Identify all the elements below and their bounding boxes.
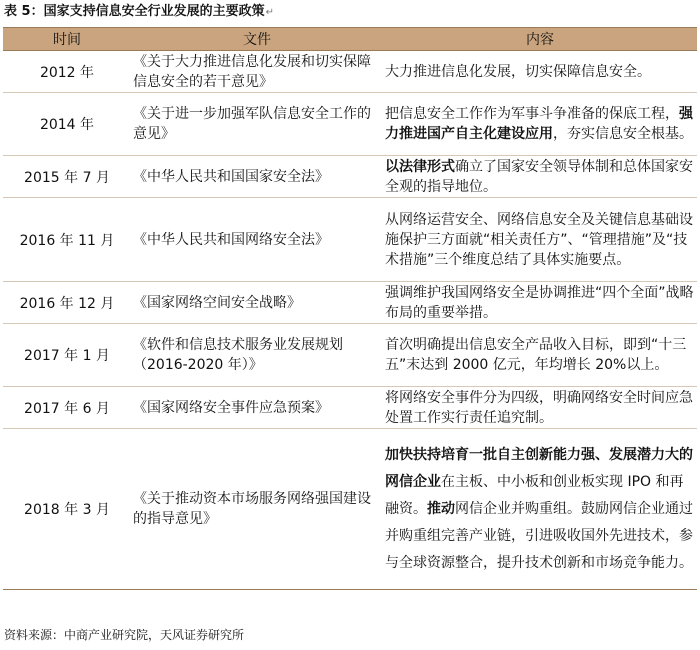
cell-content — [383, 51, 697, 93]
table-row — [3, 429, 697, 590]
cell-time: 2018 年 3 月 — [3, 429, 131, 590]
cell-document: 《中华人民共和国国家安全法》 — [131, 156, 383, 198]
content-emphasis: 加快扶持培育一批自主创新能力强、发展潜力大的网信企业 — [385, 446, 693, 490]
table-row — [3, 282, 697, 324]
cell-content — [383, 93, 697, 156]
content-text: ，夯实信息安全根基。 — [553, 126, 693, 142]
table-row — [3, 156, 697, 198]
cell-time: 2016 年 11 月 — [3, 198, 131, 282]
table-caption: 表 5：国家支持信息安全行业发展的主要政策↵ — [4, 4, 274, 19]
content-text: 把信息安全工作作为军事斗争准备的保底工程， — [385, 106, 679, 122]
header-content: 内容 — [383, 28, 697, 51]
cell-document: 《关于大力推进信息化发展和切实保障信息安全的若干意见》 — [131, 51, 383, 93]
header-time: 时间 — [3, 28, 131, 51]
content-emphasis: 以法律形式 — [385, 158, 455, 175]
cell-time: 2014 年 — [3, 93, 131, 156]
source-text: 资料来源：中商产业研究院，天风证券研究所 — [4, 628, 245, 642]
table-row — [3, 198, 697, 282]
cell-content — [383, 282, 697, 324]
cell-document: 《国家网络空间安全战略》 — [131, 282, 383, 324]
content-text: 大力推进信息化发展，切实保障信息安全。 — [385, 63, 651, 80]
cell-content — [383, 156, 697, 198]
cell-time: 2012 年 — [3, 51, 131, 93]
content-text: 将网络安全事件分为四级，明确网络安全时间应急处置工作实行责任追究制。 — [385, 389, 693, 426]
cell-content — [383, 198, 697, 282]
source-note — [4, 626, 244, 644]
content-text: 从网络运营安全、网络信息安全及关键信息基础设施保护三方面就“相关责任方”、“管理措施”及“技术措施”三个维度总结了具体实施要点。 — [385, 211, 693, 268]
table-row — [3, 93, 697, 156]
content-text: 确立了国家安全领导体制和总体国家安全观的指导地位。 — [385, 158, 693, 195]
content-emphasis: 推动 — [427, 500, 455, 517]
cell-document: 《关于进一步加强军队信息安全工作的意见》 — [131, 93, 383, 156]
table-header-row — [3, 28, 697, 51]
cell-document: 《关于推动资本市场服务网络强国建设的指导意见》 — [131, 429, 383, 590]
cell-content — [383, 387, 697, 429]
cell-time: 2015 年 7 月 — [3, 156, 131, 198]
cell-document: 《软件和信息技术服务业发展规划（2016-2020 年）》 — [131, 324, 383, 387]
cell-time: 2016 年 12 月 — [3, 282, 131, 324]
content-text: 强调维护我国网络安全是协调推进“四个全面”战略布局的重要举措。 — [385, 284, 694, 321]
cell-content — [383, 324, 697, 387]
policy-table — [3, 27, 697, 590]
cell-time: 2017 年 6 月 — [3, 387, 131, 429]
content-text: 首次明确提出信息安全产品收入目标，即到“十三五”末达到 2000 亿元，年均增长 20%以上。 — [385, 337, 687, 373]
cell-document: 《国家网络安全事件应急预案》 — [131, 387, 383, 429]
table-row — [3, 51, 697, 93]
caption-text: 表 5：国家支持信息安全行业发展的主要政策 — [4, 4, 265, 19]
cell-content — [383, 429, 697, 590]
content-emphasis: 强力推进国产自主化建设应用 — [385, 106, 693, 142]
cell-document: 《中华人民共和国网络安全法》 — [131, 198, 383, 282]
table-row — [3, 324, 697, 387]
table-row — [3, 387, 697, 429]
content-text: 在主板、中小板和创业板实现 IPO 和再融资。 — [385, 473, 684, 517]
header-document: 文件 — [131, 28, 383, 51]
cell-time: 2017 年 1 月 — [3, 324, 131, 387]
content-text: 网信企业并购重组。鼓励网信企业通过并购重组完善产业链，引进吸收国外先进技术，参与全球资源整合，提升技术创新和市场竞争能力。 — [385, 500, 693, 571]
